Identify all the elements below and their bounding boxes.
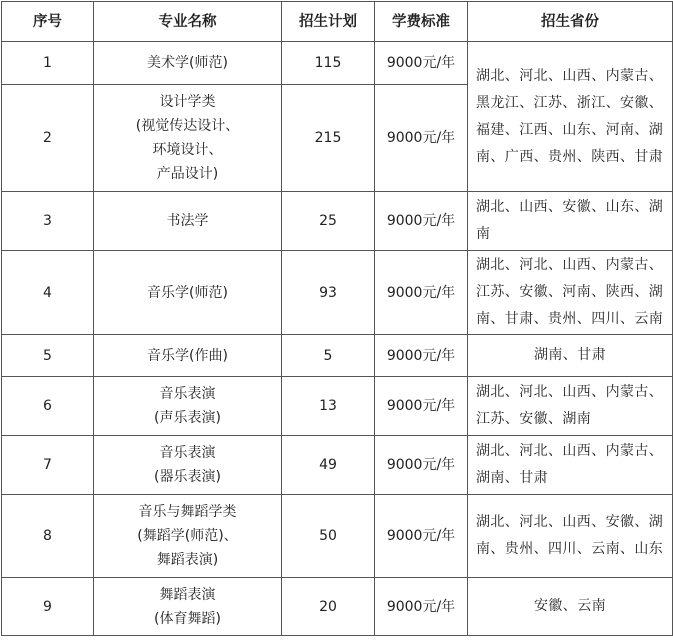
- cell-fee: 9000元/年: [375, 377, 468, 436]
- table-row: [2, 251, 673, 335]
- province-line: 南: [476, 226, 491, 242]
- cell-major: [94, 42, 282, 85]
- major-line: 音乐与舞蹈学类: [138, 504, 237, 520]
- province-line: 湖南、甘肃: [476, 470, 548, 486]
- cell-provinces: [468, 436, 673, 495]
- cell-major: [94, 377, 282, 436]
- cell-fee: 9000元/年: [375, 495, 468, 578]
- cell-plan: 13: [282, 377, 375, 436]
- province-line: 湖北、河北、山西、安徽、湖: [476, 514, 664, 530]
- cell-seq: 2: [2, 85, 94, 192]
- province-line: 湖北、河北、山西、内蒙古、: [476, 384, 664, 400]
- province-line: 黑龙江、江苏、浙江、安徽、: [476, 94, 664, 111]
- cell-seq: 9: [2, 578, 94, 636]
- major-line: (体育舞蹈): [154, 610, 221, 627]
- province-line: 南、甘肃、贵州、四川、云南: [476, 311, 664, 327]
- cell-plan: 215: [282, 85, 375, 192]
- province-line: 江苏、安徽、河南、陕西、湖: [476, 284, 664, 300]
- province-line: 湖北、河北、山西、内蒙古、: [476, 257, 664, 273]
- admissions-table: [1, 1, 673, 636]
- table-row: [2, 578, 673, 636]
- cell-provinces: [468, 578, 673, 636]
- province-line: 湖北、河北、山西、内蒙古、: [476, 67, 664, 84]
- cell-plan: 20: [282, 578, 375, 636]
- cell-seq: 7: [2, 436, 94, 495]
- major-line: (声乐表演): [154, 410, 221, 426]
- cell-major: [94, 335, 282, 377]
- province-line: 福建、江西、山东、河南、湖: [476, 121, 664, 138]
- cell-seq: 3: [2, 192, 94, 251]
- header-row: [2, 2, 673, 42]
- cell-plan: 115: [282, 42, 375, 85]
- cell-seq: 1: [2, 42, 94, 85]
- cell-provinces: [468, 495, 673, 578]
- cell-seq: 4: [2, 251, 94, 335]
- province-line: 湖南、甘肃: [534, 347, 606, 363]
- header-seq: 序号: [2, 2, 94, 42]
- province-line: 安徽、云南: [534, 598, 606, 614]
- header-major: 专业名称: [94, 2, 282, 42]
- cell-provinces: [468, 377, 673, 436]
- cell-seq: 6: [2, 377, 94, 436]
- major-line: (舞蹈学(师范)、: [137, 528, 238, 544]
- cell-fee: 9000元/年: [375, 85, 468, 192]
- cell-seq: 5: [2, 335, 94, 377]
- major-line: (视觉传达设计、: [135, 118, 240, 134]
- cell-fee: 9000元/年: [375, 192, 468, 251]
- cell-plan: 93: [282, 251, 375, 335]
- cell-major: [94, 436, 282, 495]
- province-line: 湖北、河北、山西、内蒙古、: [476, 443, 664, 459]
- table-row: [2, 495, 673, 578]
- table-row: [2, 335, 673, 377]
- major-line: 书法学: [166, 213, 209, 229]
- major-line: 舞蹈表演: [159, 586, 216, 603]
- major-line: 设计学类: [159, 94, 216, 110]
- cell-plan: 5: [282, 335, 375, 377]
- table-row: [2, 436, 673, 495]
- cell-provinces: [468, 192, 673, 251]
- major-line: 美术学(师范): [147, 55, 228, 71]
- table-row: [2, 377, 673, 436]
- cell-plan: 25: [282, 192, 375, 251]
- cell-major: [94, 85, 282, 192]
- cell-fee: 9000元/年: [375, 251, 468, 335]
- cell-fee: 9000元/年: [375, 578, 468, 636]
- major-line: 舞蹈表演): [156, 552, 219, 568]
- province-line: 湖北、山西、安徽、山东、湖: [476, 199, 664, 215]
- cell-plan: 49: [282, 436, 375, 495]
- cell-fee: 9000元/年: [375, 42, 468, 85]
- province-line: 南、广西、贵州、陕西、甘肃: [476, 148, 664, 165]
- major-line: 环境设计、: [152, 142, 223, 158]
- header-provinces: 招生省份: [468, 2, 673, 42]
- major-line: 音乐学(师范): [147, 284, 228, 301]
- province-line: 南、贵州、四川、云南、山东: [476, 541, 664, 557]
- major-line: (器乐表演): [154, 469, 221, 485]
- cell-fee: 9000元/年: [375, 335, 468, 377]
- cell-major: [94, 192, 282, 251]
- major-line: 音乐表演: [159, 445, 216, 461]
- table-row: [2, 42, 673, 85]
- cell-major: [94, 251, 282, 335]
- cell-provinces: [468, 335, 673, 377]
- major-line: 音乐表演: [159, 386, 216, 402]
- header-fee: 学费标准: [375, 2, 468, 42]
- header-plan: 招生计划: [282, 2, 375, 42]
- cell-plan: 50: [282, 495, 375, 578]
- cell-provinces: [468, 251, 673, 335]
- major-line: 产品设计): [156, 166, 219, 182]
- cell-major: [94, 495, 282, 578]
- cell-provinces: [468, 42, 673, 192]
- table-row: [2, 192, 673, 251]
- cell-major: [94, 578, 282, 636]
- cell-seq: 8: [2, 495, 94, 578]
- cell-fee: 9000元/年: [375, 436, 468, 495]
- province-line: 江苏、安徽、湖南: [476, 411, 592, 427]
- major-line: 音乐学(作曲): [147, 347, 228, 364]
